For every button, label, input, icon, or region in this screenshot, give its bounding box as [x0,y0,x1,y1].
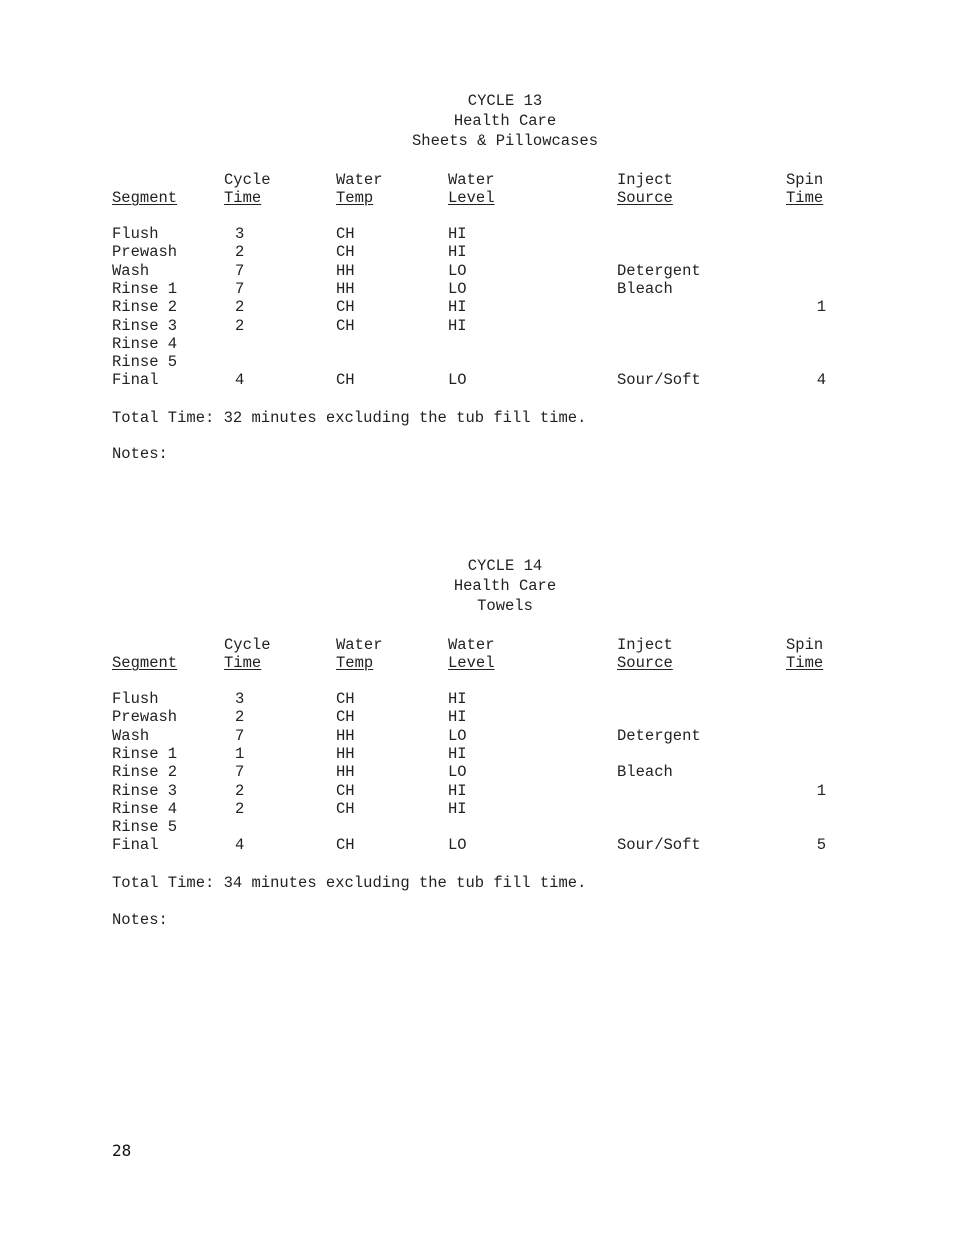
inject-source-cell: Detergent [617,261,701,280]
header-cycle-bottom: Time [224,189,262,207]
header-temp-bottom: Temp [336,654,374,672]
table-row [0,280,954,298]
table-row [0,335,954,353]
water-temp-cell: CH [336,316,355,335]
table-row [0,800,954,818]
table-row [0,243,954,261]
cycle-time-cell: 3 [235,225,245,243]
segment-cell: Final [112,371,159,390]
segment-cell: Flush [112,690,159,708]
segment-cell: Rinse 4 [112,334,178,353]
cycle-time-cell: 2 [235,243,245,262]
notes-label: Notes: [112,445,168,463]
table-row [0,298,954,316]
water-temp-cell: HH [336,261,355,280]
table-row [0,727,954,745]
water-level-cell: HI [448,799,467,818]
table-row [0,317,954,335]
header-level-bottom: Level [448,654,495,672]
table-row [0,371,954,389]
table-row [0,745,954,763]
table-row [0,763,954,781]
cycle-time-cell: 2 [235,708,245,727]
segment-cell: Rinse 3 [112,316,178,335]
segment-cell: Wash [112,261,150,280]
table-row [0,353,954,371]
water-temp-cell: CH [336,781,355,800]
header-level-bottom: Level [448,189,495,207]
cycle-time-cell: 2 [235,781,245,800]
header-level-top: Water [448,171,495,189]
header-spin-bottom: Time [786,189,824,207]
cycle-time-cell: 3 [235,690,245,708]
water-temp-cell: CH [336,836,355,855]
cycle-time-cell: 7 [235,726,245,745]
header-temp-top: Water [336,171,383,189]
header-bottom-row [0,189,954,229]
header-source-bottom: Source [617,654,673,672]
inject-source-cell: Sour/Soft [617,836,701,855]
segment-cell: Rinse 4 [112,799,178,818]
inject-source-cell: Bleach [617,279,673,298]
water-level-cell: HI [448,225,467,243]
cycle-time-cell: 2 [235,799,245,818]
inject-source-cell: Detergent [617,726,701,745]
cycle-item: Sheets & Pillowcases [411,132,599,150]
segment-cell: Flush [112,225,159,243]
water-level-cell: LO [448,279,467,298]
water-level-cell: LO [448,371,467,390]
header-segment: Segment [112,189,178,207]
water-level-cell: HI [448,243,467,262]
header-source-top: Inject [617,636,673,654]
cycle-time-cell: 2 [235,316,245,335]
water-level-cell: HI [448,316,467,335]
segment-cell: Rinse 3 [112,781,178,800]
water-temp-cell: CH [336,690,355,708]
segment-cell: Rinse 1 [112,744,178,763]
header-cycle-bottom: Time [224,654,262,672]
water-level-cell: HI [448,690,467,708]
header-bottom-row [0,654,954,694]
segment-cell: Rinse 2 [112,763,178,782]
spin-time-cell: 5 [816,836,826,855]
water-level-cell: LO [448,261,467,280]
header-cycle-top: Cycle [224,636,271,654]
cycle-13-section [0,91,954,463]
segment-cell: Rinse 5 [112,353,178,372]
total-time: Total Time: 32 minutes excluding the tub fill time. [112,409,587,427]
header-temp-top: Water [336,636,383,654]
water-temp-cell: CH [336,298,355,317]
segment-cell: Final [112,836,159,855]
water-level-cell: LO [448,763,467,782]
table-row [0,836,954,854]
water-temp-cell: HH [336,744,355,763]
spin-time-cell: 1 [816,781,826,800]
header-source-top: Inject [617,171,673,189]
water-temp-cell: HH [336,279,355,298]
header-spin-top: Spin [786,171,824,189]
cycle-time-cell: 4 [235,836,245,855]
cycle-14-section [0,556,954,929]
table-row [0,262,954,280]
header-source-bottom: Source [617,189,673,207]
water-temp-cell: HH [336,763,355,782]
cycle-time-cell: 4 [235,371,245,390]
cycle-subtitle: Health Care [453,112,557,130]
cycle-time-cell: 7 [235,279,245,298]
cycle-time-cell: 1 [235,744,245,763]
water-level-cell: HI [448,298,467,317]
inject-source-cell: Sour/Soft [617,371,701,390]
cycle-time-cell: 7 [235,763,245,782]
water-level-cell: LO [448,836,467,855]
notes-label: Notes: [112,911,168,929]
total-time: Total Time: 34 minutes excluding the tub fill time. [112,874,587,892]
header-spin-top: Spin [786,636,824,654]
cycle-time-cell: 7 [235,261,245,280]
segment-cell: Prewash [112,708,178,727]
spin-time-cell: 1 [816,298,826,317]
header-temp-bottom: Temp [336,189,374,207]
cycle-title-block [56,556,954,616]
water-temp-cell: CH [336,225,355,243]
table-row [0,782,954,800]
header-segment: Segment [112,654,178,672]
water-temp-cell: HH [336,726,355,745]
cycle-title: CYCLE 14 [467,557,543,575]
water-temp-cell: CH [336,708,355,727]
water-level-cell: HI [448,781,467,800]
cycle-title-block [56,91,954,151]
table-row [0,690,954,708]
page-number: 28 [112,1141,132,1160]
water-level-cell: HI [448,744,467,763]
header-level-top: Water [448,636,495,654]
water-level-cell: LO [448,726,467,745]
cycle-item: Towels [477,597,533,615]
table-row [0,225,954,243]
segment-cell: Prewash [112,243,178,262]
water-temp-cell: CH [336,799,355,818]
water-level-cell: HI [448,708,467,727]
spin-time-cell: 4 [816,371,826,390]
segment-cell: Rinse 2 [112,298,178,317]
table-row [0,818,954,836]
cycle-title: CYCLE 13 [467,92,543,110]
segment-cell: Rinse 1 [112,279,178,298]
cycle-subtitle: Health Care [453,577,557,595]
header-spin-bottom: Time [786,654,824,672]
inject-source-cell: Bleach [617,763,673,782]
water-temp-cell: CH [336,371,355,390]
water-temp-cell: CH [336,243,355,262]
header-cycle-top: Cycle [224,171,271,189]
cycle-time-cell: 2 [235,298,245,317]
table-row [0,708,954,726]
segment-cell: Rinse 5 [112,818,178,837]
segment-cell: Wash [112,726,150,745]
